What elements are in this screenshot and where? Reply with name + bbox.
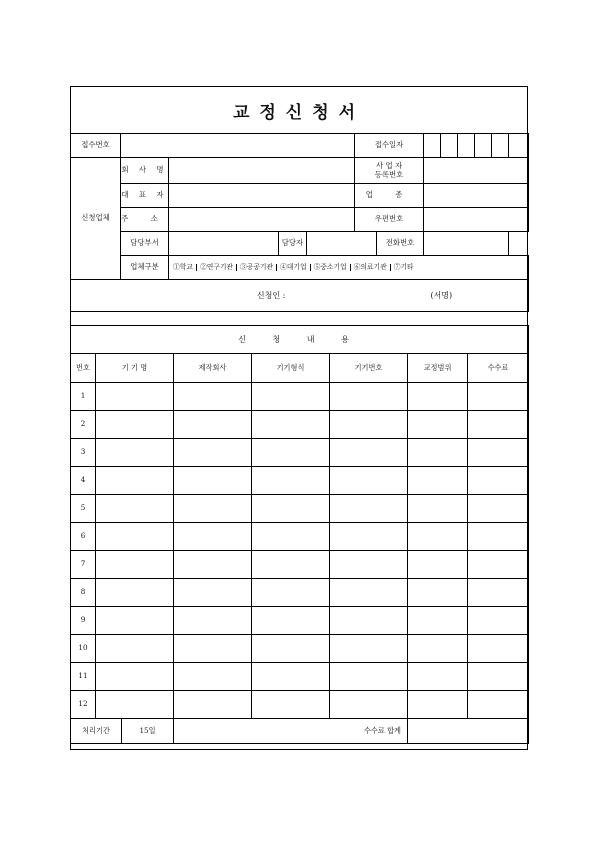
fee-cell[interactable] <box>468 495 529 523</box>
manufacturer-cell[interactable] <box>174 607 252 635</box>
processing-period-label <box>71 719 174 744</box>
device-serial-cell[interactable] <box>330 691 408 719</box>
calibration-range-cell[interactable] <box>408 691 468 719</box>
device-name-cell[interactable] <box>96 467 174 495</box>
business-reg-field[interactable] <box>424 158 529 184</box>
phone-field[interactable] <box>424 232 509 256</box>
manufacturer-cell[interactable] <box>174 411 252 439</box>
postal-code-label: 우편번호 <box>355 208 424 232</box>
calibration-range-cell[interactable] <box>408 551 468 579</box>
device-model-cell[interactable] <box>252 691 330 719</box>
device-serial-cell[interactable] <box>330 607 408 635</box>
header-device-model: 기기형식 <box>252 354 330 383</box>
fee-cell[interactable] <box>468 635 529 663</box>
table-row <box>71 551 529 579</box>
device-model-cell[interactable] <box>252 439 330 467</box>
device-name-cell[interactable] <box>96 691 174 719</box>
table-row <box>71 607 529 635</box>
device-serial-cell[interactable] <box>330 495 408 523</box>
row-number: 2 <box>71 411 96 439</box>
receipt-date-cell[interactable] <box>441 134 458 158</box>
table-row <box>71 383 529 411</box>
item-rows <box>71 383 529 719</box>
device-model-cell[interactable] <box>252 663 330 691</box>
device-serial-cell[interactable] <box>330 635 408 663</box>
calibration-range-cell[interactable] <box>408 467 468 495</box>
business-reg-label <box>355 158 424 184</box>
calibration-range-cell[interactable] <box>408 663 468 691</box>
category-option-sme[interactable]: ⑤중소기업 <box>314 264 351 272</box>
fee-total-label: 수수료 합계 <box>363 725 401 735</box>
table-row <box>71 663 529 691</box>
processing-period-value: 15일 <box>139 726 156 735</box>
device-name-cell[interactable] <box>96 579 174 607</box>
calibration-range-cell[interactable] <box>408 495 468 523</box>
company-name-field[interactable] <box>169 158 355 184</box>
fee-total-label-cell <box>174 719 408 744</box>
calibration-range-cell[interactable] <box>408 635 468 663</box>
device-model-cell[interactable] <box>252 551 330 579</box>
calibration-range-cell[interactable] <box>408 411 468 439</box>
business-type-label: 업 종 <box>355 184 424 208</box>
calibration-range-cell[interactable] <box>408 523 468 551</box>
device-name-cell[interactable] <box>96 635 174 663</box>
device-serial-cell[interactable] <box>330 579 408 607</box>
fee-cell[interactable] <box>468 579 529 607</box>
table-row <box>71 467 529 495</box>
device-model-cell[interactable] <box>252 635 330 663</box>
category-option-school[interactable]: ①학교 <box>173 264 197 272</box>
table-row <box>71 495 529 523</box>
device-model-cell[interactable] <box>252 607 330 635</box>
header-number: 번호 <box>71 354 96 383</box>
device-serial-cell[interactable] <box>330 663 408 691</box>
receipt-date-cell[interactable] <box>509 134 529 158</box>
device-serial-cell[interactable] <box>330 467 408 495</box>
fee-cell[interactable] <box>468 663 529 691</box>
calibration-range-cell[interactable] <box>408 383 468 411</box>
representative-label: 대 표 자 <box>121 184 169 208</box>
table-row <box>71 523 529 551</box>
device-model-cell[interactable] <box>252 523 330 551</box>
device-serial-cell[interactable] <box>330 411 408 439</box>
device-serial-cell[interactable] <box>330 551 408 579</box>
department-label: 담당부서 <box>121 232 169 256</box>
table-row <box>71 691 529 719</box>
manufacturer-cell[interactable] <box>174 383 252 411</box>
representative-field[interactable] <box>169 184 355 208</box>
category-label: 업체구분 <box>121 256 169 280</box>
header-calibration-range: 교정범위 <box>408 354 468 383</box>
department-field[interactable] <box>169 232 279 256</box>
receipt-date-cell[interactable] <box>424 134 441 158</box>
category-option-other[interactable]: ⑦기타 <box>393 262 414 271</box>
receipt-date-cell[interactable] <box>458 134 475 158</box>
fee-cell[interactable] <box>468 467 529 495</box>
manufacturer-cell[interactable] <box>174 663 252 691</box>
receipt-no-field[interactable] <box>121 134 355 158</box>
device-serial-cell[interactable] <box>330 439 408 467</box>
device-name-cell[interactable] <box>96 523 174 551</box>
address-field[interactable] <box>169 208 355 232</box>
receipt-date-cell[interactable] <box>492 134 509 158</box>
device-model-cell[interactable] <box>252 411 330 439</box>
business-reg-label-line1: 사 업 자 <box>375 160 403 170</box>
manufacturer-cell[interactable] <box>174 467 252 495</box>
row-number: 11 <box>71 663 96 691</box>
manufacturer-cell[interactable] <box>174 579 252 607</box>
device-name-cell[interactable] <box>96 383 174 411</box>
request-content-table <box>70 325 529 744</box>
signature-label: (서명) <box>430 290 453 300</box>
device-model-cell[interactable] <box>252 579 330 607</box>
phone-label: 전화번호 <box>377 232 424 256</box>
table-row <box>71 439 529 467</box>
company-name-label: 회 사 명 <box>121 158 169 184</box>
receipt-date-label: 접수일자 <box>355 134 424 158</box>
device-serial-cell[interactable] <box>330 523 408 551</box>
category-option-large-company[interactable]: ④대기업 <box>280 264 311 272</box>
fee-total-field[interactable] <box>408 719 529 744</box>
manufacturer-cell[interactable] <box>174 523 252 551</box>
category-option-public[interactable]: ③공공기관 <box>240 264 277 272</box>
fee-cell[interactable] <box>468 551 529 579</box>
table-row <box>71 635 529 663</box>
business-type-field[interactable] <box>424 184 529 208</box>
table-row <box>71 579 529 607</box>
row-number: 3 <box>71 439 96 467</box>
row-number: 4 <box>71 467 96 495</box>
applicant-info-table <box>70 133 529 312</box>
device-serial-cell[interactable] <box>330 383 408 411</box>
category-options <box>169 256 529 280</box>
device-name-cell[interactable] <box>96 411 174 439</box>
device-name-cell[interactable] <box>96 439 174 467</box>
business-reg-label-line2: 등록번호 <box>374 169 404 179</box>
content-section-title: 신 청 내 용 <box>71 326 529 354</box>
applicant-signature-row <box>71 280 529 312</box>
receipt-no-label: 접수번호 <box>71 134 121 158</box>
device-name-cell[interactable] <box>96 663 174 691</box>
calibration-range-cell[interactable] <box>408 439 468 467</box>
manufacturer-cell[interactable] <box>174 691 252 719</box>
device-name-cell[interactable] <box>96 607 174 635</box>
header-device-name: 기 기 명 <box>96 354 174 383</box>
applicant-label: 신청인 : <box>256 290 286 300</box>
manufacturer-cell[interactable] <box>174 551 252 579</box>
fee-cell[interactable] <box>468 523 529 551</box>
table-row <box>71 411 529 439</box>
row-number: 9 <box>71 607 96 635</box>
form-title: 교정신청서 <box>232 102 366 123</box>
device-model-cell[interactable] <box>252 495 330 523</box>
manufacturer-cell[interactable] <box>174 439 252 467</box>
processing-period-label-text: 처리기간 <box>71 719 122 743</box>
device-name-cell[interactable] <box>96 495 174 523</box>
row-number: 8 <box>71 579 96 607</box>
row-number: 12 <box>71 691 96 719</box>
address-label: 주 소 <box>121 208 169 232</box>
postal-code-field[interactable] <box>424 208 529 232</box>
device-model-cell[interactable] <box>252 467 330 495</box>
manager-label: 담당자 <box>279 232 307 256</box>
device-name-cell[interactable] <box>96 551 174 579</box>
row-number: 1 <box>71 383 96 411</box>
category-option-research[interactable]: ②연구기관 <box>200 264 237 272</box>
row-number: 7 <box>71 551 96 579</box>
manufacturer-cell[interactable] <box>174 495 252 523</box>
manufacturer-cell[interactable] <box>174 635 252 663</box>
header-device-serial: 기기번호 <box>330 354 408 383</box>
row-number: 6 <box>71 523 96 551</box>
application-form <box>70 86 528 750</box>
fee-cell[interactable] <box>468 383 529 411</box>
row-number: 10 <box>71 635 96 663</box>
calibration-range-cell[interactable] <box>408 607 468 635</box>
receipt-date-cell[interactable] <box>475 134 492 158</box>
device-model-cell[interactable] <box>252 383 330 411</box>
applicant-section-label: 신청업체 <box>71 158 121 280</box>
fee-cell[interactable] <box>468 607 529 635</box>
category-option-medical[interactable]: ⑥의료기관 <box>354 264 391 272</box>
fee-cell[interactable] <box>468 691 529 719</box>
fee-cell[interactable] <box>468 439 529 467</box>
header-fee: 수수료 <box>468 354 529 383</box>
header-manufacturer: 제작회사 <box>174 354 252 383</box>
row-number: 5 <box>71 495 96 523</box>
fee-cell[interactable] <box>468 411 529 439</box>
calibration-range-cell[interactable] <box>408 579 468 607</box>
manager-field[interactable] <box>307 232 377 256</box>
